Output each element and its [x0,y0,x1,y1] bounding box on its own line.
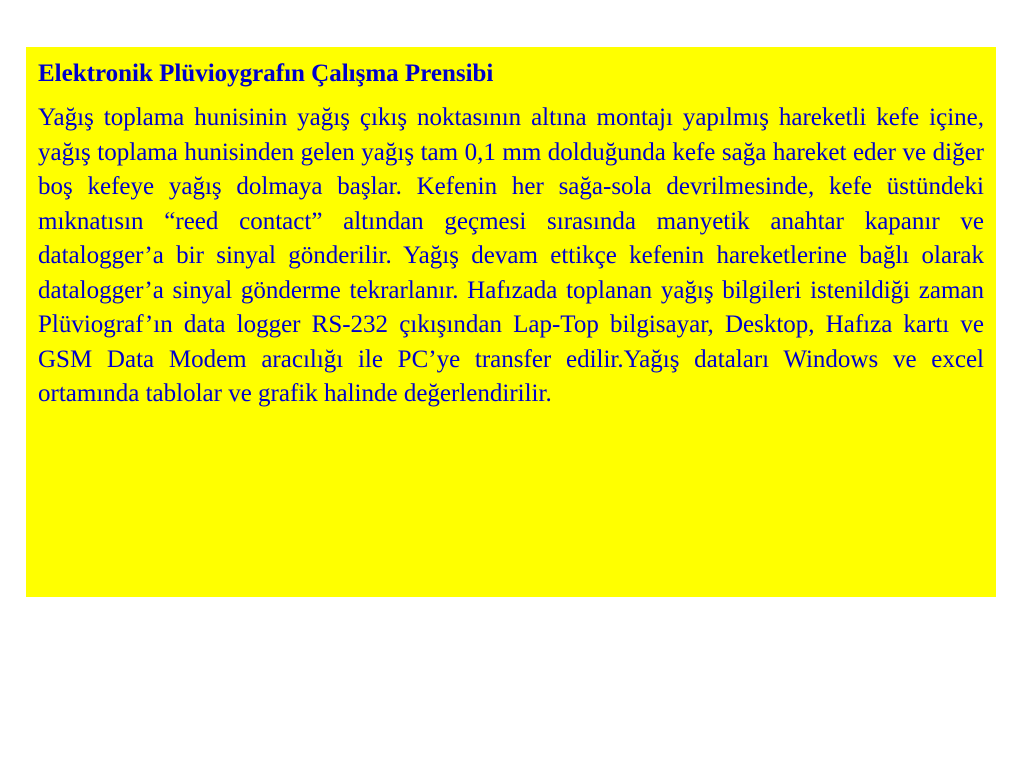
yellow-text-box [26,47,996,597]
body-paragraph: Yağış toplama hunisinin yağış çıkış noktasının altına montajı yapılmış hareketli kefe içine, yağış toplama hunisinden gelen yağış tam 0,1 mm dolduğunda kefe sağa hareket eder ve diğer boş kefeye yağış dolmaya başlar. Kefenin her sağa-sola devrilmesinde, kefe üstündeki mıknatısın “reed contact” altından geçmesi sırasında manyetik anahtar kapanır ve datalogger’a bir sinyal gönderilir. Yağış devam ettikçe kefenin hareketlerine bağlı olarak datalogger’a sinyal gönderme tekrarlanır. Hafızada toplanan yağış bilgileri istenildiği zaman Plüviograf’ın data logger RS-232 çıkışından Lap-Top bilgisayar, Desktop, Hafıza kartı ve GSM Data Modem aracılığı ile PC’ye transfer edilir.Yağış dataları Windows ve excel ortamında tablolar ve grafik halinde değerlendirilir. [38,104,984,407]
slide-title: Elektronik Plüvioygrafın Çalışma Prensibi [38,60,494,87]
